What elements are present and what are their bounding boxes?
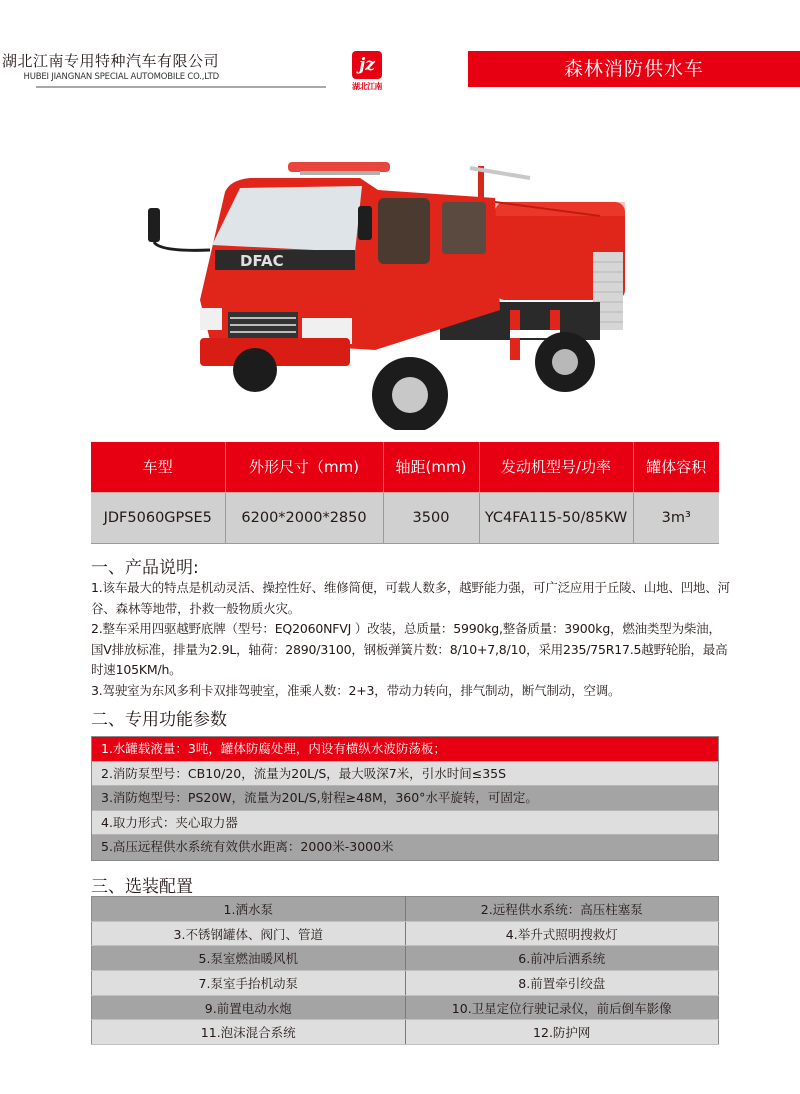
section-title-description: 一、产品说明: bbox=[91, 558, 199, 578]
product-description bbox=[91, 578, 731, 701]
spec-header-model: 车型 bbox=[91, 442, 225, 492]
option-cell: 8.前置牵引绞盘 bbox=[405, 971, 719, 996]
option-row bbox=[92, 921, 719, 946]
function-params-table bbox=[91, 736, 719, 861]
option-row bbox=[92, 995, 719, 1020]
option-cell: 2.远程供水系统：高压柱塞泵 bbox=[405, 897, 719, 922]
spec-header-row bbox=[91, 442, 719, 492]
company-name-en: HUBEI JIANGNAN SPECIAL AUTOMOBILE CO.,LTD bbox=[23, 72, 219, 82]
description-paragraph: 3.驾驶室为东风多利卡双排驾驶室，准乘人数：2+3，带动力转向，排气制动，断气制动，空调。 bbox=[91, 682, 621, 698]
spec-dimensions: 6200*2000*2850 bbox=[225, 492, 383, 543]
option-cell: 6.前冲后洒系统 bbox=[405, 946, 719, 971]
spec-header-tank-volume: 罐体容积 bbox=[633, 442, 719, 492]
svg-text:DFAC: DFAC bbox=[240, 252, 284, 270]
option-row bbox=[92, 1020, 719, 1045]
description-paragraph: 2.整车采用四驱越野底牌（型号：EQ2060NFVJ ）改装，总质量：5990kg,整备质量：3900kg，燃油类型为柴油，国V排放标准，排量为2.9L，轴荷：2890/3100，钢板弹簧片数：8/10+7,8/10，采用235/75R17.5越野轮胎，最高时速105KM/h。 bbox=[91, 621, 728, 677]
header-divider bbox=[36, 86, 326, 88]
company-logo bbox=[350, 51, 384, 95]
spec-wheelbase: 3500 bbox=[383, 492, 479, 543]
section-title-functions: 二、专用功能参数 bbox=[91, 710, 227, 730]
spec-tank-volume: 3m³ bbox=[633, 492, 719, 543]
description-paragraph: 1.该车最大的特点是机动灵活、操控性好、维修简便，可载人数多，越野能力强，可广泛应用于丘陵、山地、凹地、河谷、森林等地带，扑救一般物质火灾。 bbox=[91, 580, 730, 616]
spec-data-row bbox=[91, 492, 719, 543]
logo-mark-icon: jz bbox=[352, 51, 382, 79]
param-row: 5.高压远程供水系统有效供水距离：2000米-3000米 bbox=[92, 835, 718, 860]
spec-table bbox=[91, 442, 719, 544]
option-cell: 12.防护网 bbox=[405, 1020, 719, 1045]
option-cell: 9.前置电动水炮 bbox=[92, 995, 406, 1020]
option-cell: 7.泵室手抬机动泵 bbox=[92, 971, 406, 996]
option-cell: 5.泵室燃油暖风机 bbox=[92, 946, 406, 971]
spec-engine: YC4FA115-50/85KW bbox=[479, 492, 633, 543]
page-title: 森林消防供水车 bbox=[468, 51, 800, 87]
spec-model: JDF5060GPSE5 bbox=[91, 492, 225, 543]
option-row bbox=[92, 971, 719, 996]
spec-header-wheelbase: 轴距(mm) bbox=[383, 442, 479, 492]
section-title-options: 三、选装配置 bbox=[91, 877, 193, 897]
option-cell: 11.泡沫混合系统 bbox=[92, 1020, 406, 1045]
param-row: 2.消防泵型号：CB10/20，流量为20L/S，最大吸深7米，引水时间≤35S bbox=[92, 762, 718, 787]
option-cell: 1.洒水泵 bbox=[92, 897, 406, 922]
optional-config-table bbox=[91, 896, 719, 1045]
option-cell: 10.卫星定位行驶记录仪，前后倒车影像 bbox=[405, 995, 719, 1020]
param-row: 3.消防炮型号：PS20W，流量为20L/S,射程≥48M，360°水平旋转，可固定。 bbox=[92, 786, 718, 811]
spec-header-engine: 发动机型号/功率 bbox=[479, 442, 633, 492]
param-row: 1.水罐载液量：3吨，罐体防腐处理，内设有横纵水波防荡板； bbox=[92, 737, 718, 762]
logo-text: 湖北江南 bbox=[352, 82, 382, 91]
company-header bbox=[0, 42, 340, 90]
option-row bbox=[92, 897, 719, 922]
fire-truck-image bbox=[140, 140, 640, 430]
option-cell: 3.不锈钢罐体、阀门、管道 bbox=[92, 921, 406, 946]
company-name-cn: 湖北江南专用特种汽车有限公司 bbox=[1, 52, 219, 70]
param-row: 4.取力形式：夹心取力器 bbox=[92, 811, 718, 836]
option-cell: 4.举升式照明搜救灯 bbox=[405, 921, 719, 946]
spec-header-dimensions: 外形尺寸（mm) bbox=[225, 442, 383, 492]
option-row bbox=[92, 946, 719, 971]
